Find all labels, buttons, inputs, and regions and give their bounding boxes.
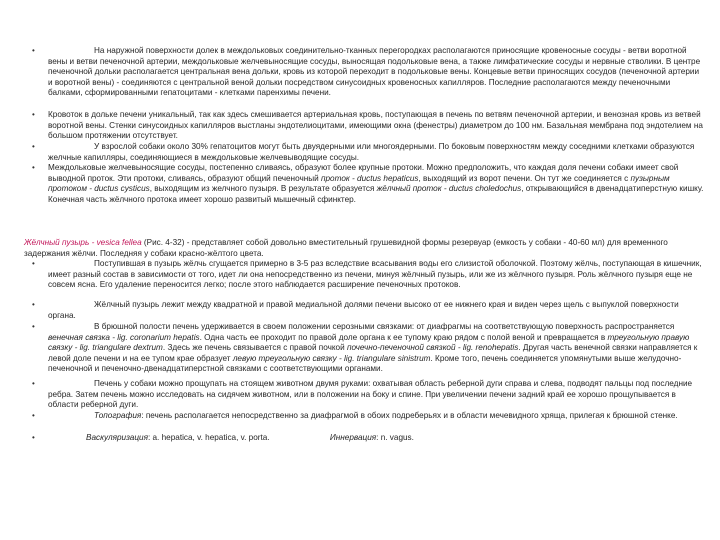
paragraph-text: У взрослой собаки около 30% гепатоцитов могут быть двуядерными или многоядерными. По боковым поверхностям между соседними клетками образуются желчные капилляры, соединяющиеся в междольковые желчевыводящие сосуды. xyxy=(48,142,695,162)
paragraph-text: . Здесь же печень связывается с правой почкой xyxy=(162,343,347,353)
paragraph-text: Жёлчный пузырь лежит между квадратной и правой медиальной долями печени высоко от ее нижнего края и виден через щель с выпуклой поверхности органа. xyxy=(48,300,679,320)
paragraph-text: В брюшной полости печень удерживается в своем положении серозными связками: от диафрагмы на соответствующую поверхность распространяется xyxy=(94,322,675,331)
paragraph-text: Кровоток в дольке печени уникальный, так как здесь смешивается артериальная кровь, поступающая в печень по ветвям печеночной артерии, и венозная кровь из ветвей воротной вены. Стенки синусоидных капилляров выстланы эндотелиоцитами, имеющими окна (фенестры) диаметром до 100 нм. Базальная мембрана под эндотелием на большом протяжении отсутствует. xyxy=(48,110,703,141)
paragraph-text: : печень располагается непосредственно за диафрагмой в обоих подреберьях и в области мечевидного хряща, прилегая к брюшной стенке. xyxy=(141,411,678,420)
bullet: • xyxy=(32,433,35,442)
term-vascularization: Васкуляризация xyxy=(86,433,148,442)
list-item-vascularization xyxy=(32,433,704,444)
list-item-palpation xyxy=(32,379,704,411)
term-hepatic-duct: проток - ductus hepaticus xyxy=(320,173,419,183)
section-title: Жёлчный пузырь - vesica fellea xyxy=(24,238,142,247)
paragraph-text: Междольковые желчевыносящие сосуды, постепенно сливаясь, образуют более крупные протоки. Можно предположить, что каждая доля печени собаки имеет свой выводной проток. Эти протоки, сливаясь, образуют общий печеночный xyxy=(48,163,679,183)
list-item-ligaments xyxy=(32,322,704,375)
bullet: • xyxy=(32,259,35,268)
bullet: • xyxy=(32,411,35,420)
term-innervation: Иннервация xyxy=(329,433,377,442)
list-item-bloodflow xyxy=(32,110,704,142)
list-item-ducts xyxy=(32,163,704,205)
paragraph-text: . Другая часть венечной связки направляется к левой доле печени и на ее тупом крае образует xyxy=(48,343,698,363)
paragraph-text: , выходящий из ворот печени. Он тут же соединяется с xyxy=(418,173,631,183)
paragraph-text: : n. vagus. xyxy=(376,433,414,442)
term-right-triangular-ligament: треугольную правую связку - lig. triangulare dextrum xyxy=(48,332,690,353)
bullet: • xyxy=(32,163,35,172)
term-coronary-ligament: венечная связка - lig. coronarium hepatis xyxy=(48,332,200,342)
term-cystic-duct: пузырным протоком - ductus cysticus xyxy=(48,173,670,194)
paragraph-text: : a. hepatica, v. hepatica, v. porta. xyxy=(147,433,270,442)
paragraph-text: . Одна часть ее проходит по правой доле органа к ее тупому краю рядом с полой веной и превращается в xyxy=(199,332,608,342)
paragraph-text: , выходящим из желчного пузыря. В результате образуется xyxy=(149,184,377,194)
paragraph-text: . Кроме того, печень соединяется упомянутыми выше желудочно-печеночной и печеночно-двенадцатиперстной связками с соответствующими органами. xyxy=(48,353,682,374)
paragraph-text: (Рис. 4-32) - представляет собой довольно вместительный грушевидной формы резервуар (емкость у собаки - 40-60 мл) для временного задержания жёлчи. Последняя у собаки красно-жёлтого цвета. xyxy=(24,238,668,258)
paragraph-text: На наружной поверхности долек в междольковых соединительно-тканных перегородках располагаются приносящие кровеносные сосуды - ветви воротной вены и ветви печеночной артерии, междольковые желчевыносящие сосуды, выносящая подольковые вена, а также лимфатические сосуды и нервные стволики. В центре печеночной дольки располагается центральная вена дольки, кровь из которой переходит в подольковые вены. Концевые ветви приносящих сосудов (печеночной артерии и воротной вены) - соединяются с центральной веной дольки посредством синусоидных кровеносных капилляров. Последние располагаются между печеночными балками, сформированными гепатоцитами - клетками паренхимы печени. xyxy=(48,46,701,98)
bullet: • xyxy=(32,46,35,55)
paragraph-text: , открывающийся в двенадцатиперстную кишку. Конечная часть жёлчного протока имеет хорошо развитый мышечный сфинктер. xyxy=(48,184,704,204)
list-item-position xyxy=(32,300,704,321)
paragraph-text: Поступившая в пузырь жёлчь сгущается примерно в 3-5 раз вследствие всасывания воды его слизистой оболочкой. Поэтому жёлчь, поступающая в кишечник, имеет разный состав в зависимости от того, идет ли она непосредственно из печени, минуя жёлчный пузырь, или же из жёлчного пузыря. Роль жёлчного пузыря еще не совсем ясна. Его удаление переносится легко; после этого наблюдается расширение печеночных протоков. xyxy=(48,259,702,290)
list-item-bile-concentration xyxy=(32,259,704,291)
term-renohepatic-ligament: почечно-печеночной связкой - lig. renohepatis xyxy=(346,343,519,353)
term-bile-duct: жёлчный проток - ductus choledochus xyxy=(376,184,522,194)
paragraph-text: Печень у собаки можно прощупать на стоящем животном двумя руками: охватывая область реберной дуги справа и слева, подводят пальцы под последние ребра. Затем печень можно исследовать на сидячем животном, или в положении на боку и спине. При увеличении печени задний край ее хорошо прощупывается в области реберной дуги. xyxy=(48,379,693,410)
bullet: • xyxy=(32,110,35,119)
bullet: • xyxy=(32,322,35,331)
gallbladder-intro xyxy=(24,238,704,259)
list-item-topography xyxy=(32,411,704,422)
bullet: • xyxy=(32,379,35,388)
bullet: • xyxy=(32,300,35,309)
list-item-hepatocytes xyxy=(32,142,704,163)
term-topography: Топография xyxy=(94,411,142,420)
term-left-triangular-ligament: левую треугольную связку - lig. triangulare sinistrum xyxy=(232,353,431,363)
bullet: • xyxy=(32,142,35,151)
list-item-vessels xyxy=(32,46,704,99)
